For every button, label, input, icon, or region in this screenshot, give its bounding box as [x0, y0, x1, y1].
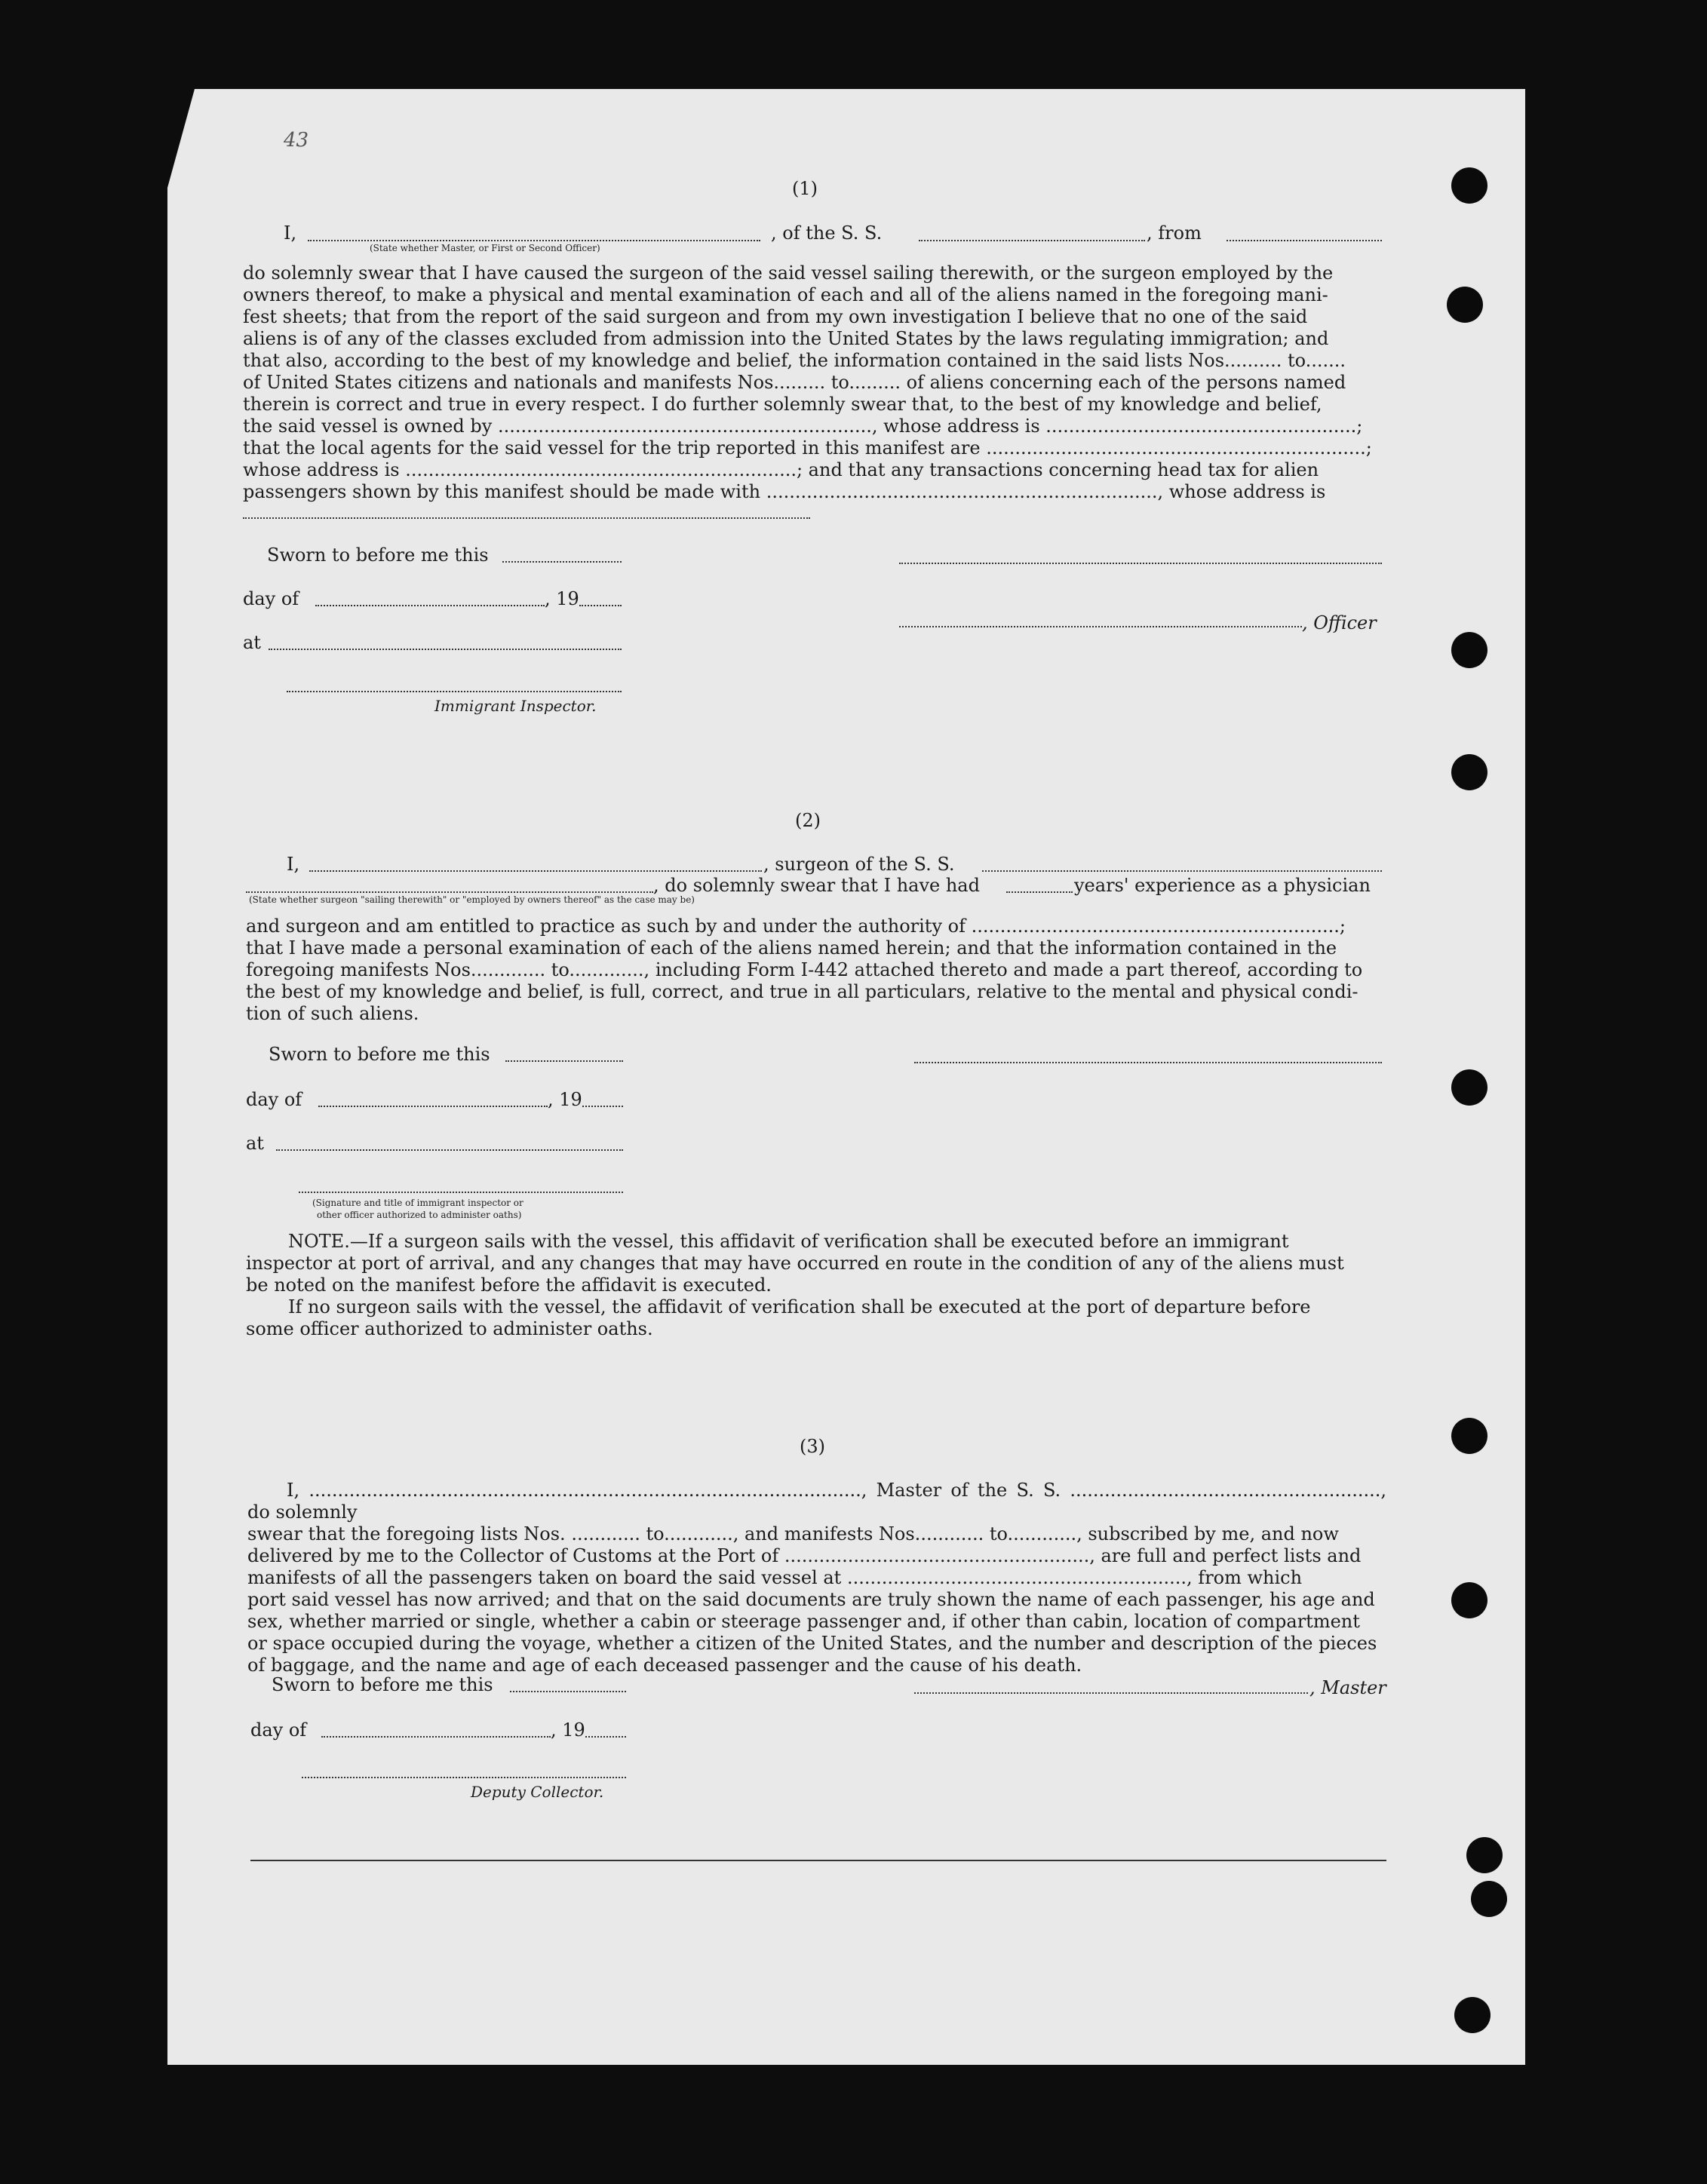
section-heading: (3) — [800, 1436, 825, 1457]
years-label: years' experience as a physician — [1074, 875, 1371, 896]
bottom-rule — [250, 1860, 1386, 1861]
day-of-label: day of — [243, 588, 299, 609]
officer-line[interactable] — [899, 626, 1302, 627]
collector-caption: Deputy Collector. — [471, 1783, 604, 1801]
blank-field[interactable] — [269, 649, 622, 650]
officer-caption: , Officer — [1302, 612, 1377, 633]
at-label: at — [246, 1133, 264, 1154]
blank-field[interactable] — [585, 1736, 626, 1738]
binder-hole — [1451, 167, 1487, 204]
blank-field[interactable] — [982, 870, 1382, 872]
blank-field[interactable] — [243, 517, 810, 519]
signature-caption: (Signature and title of immigrant inspector or — [312, 1198, 523, 1208]
signature-line[interactable] — [302, 1777, 626, 1778]
section-heading: (2) — [795, 810, 821, 831]
oath-text: do solemnly swear that I have caused the surgeon of the said vessel sailing therewith, or the surgeon employed by the owners thereof, to make a physical and mental examination of each and all of the aliens named in the foregoing mani- fest sheets; that from the report of the said surgeon and from my own investigation I believe that no one of the said aliens is of any of the classes excluded from admission into the United States by the laws regulating immigration; and that also, according to the best of my knowledge and belief, the information contained in the said lists Nos.......... to....... of United States citizens and nationals and manifests Nos......... to......... of aliens concerning each of the persons named therein is correct and true in every respect. I do further solemnly swear that, to the best of my knowledge and belief, the said vessel is owned by ................................................................., whose address is ......................................................; that the local agents for the said vessel for the trip reported in this manifest are ..................................................................; whose address is ....................................................................; and that any transactions concerning head tax for alien passengers shown by this manifest should be made with ...................................................................., whose address is — [243, 262, 1372, 502]
oath-i: I, — [287, 854, 300, 875]
binder-hole — [1471, 1881, 1507, 1917]
day-of-label: day of — [246, 1089, 302, 1110]
from-label: , from — [1147, 222, 1202, 244]
binder-hole — [1447, 287, 1483, 323]
page-number: 43 — [284, 129, 309, 152]
note-text: NOTE.—If a surgeon sails with the vessel, this affidavit of verification shall be executed before an immigrant inspector at port of arrival, and any changes that may have occurred en route in the condition of any of the aliens must be noted on the manifest before the affidavit is executed. If no surgeon sails with the vessel, the affidavit of verification shall be executed at the port of departure before some officer authorized to administer oaths. — [246, 1231, 1344, 1339]
blank-field[interactable] — [919, 240, 1145, 241]
binder-hole — [1451, 754, 1487, 790]
field-caption: (State whether Master, or First or Second Officer) — [370, 243, 600, 253]
signature-line[interactable] — [914, 1062, 1382, 1063]
blank-field[interactable] — [502, 561, 622, 563]
blank-field[interactable] — [321, 1736, 551, 1738]
field-caption: (State whether surgeon "sailing therewith" or "employed by owners thereof" as the case may be) — [249, 894, 695, 905]
inspector-caption: Immigrant Inspector. — [434, 697, 597, 715]
oath-i: I, — [284, 222, 297, 244]
binder-hole — [1454, 1997, 1491, 2033]
note-label: NOTE. — [288, 1231, 350, 1252]
blank-field[interactable] — [1006, 891, 1073, 893]
blank-field[interactable] — [308, 240, 760, 241]
blank-field[interactable] — [246, 891, 653, 893]
master-signature-line[interactable] — [914, 1692, 1308, 1694]
blank-field[interactable] — [505, 1060, 623, 1062]
signature-line[interactable] — [287, 691, 622, 692]
binder-hole — [1466, 1837, 1503, 1873]
day-of-label: day of — [250, 1719, 307, 1741]
master-caption: , Master — [1309, 1677, 1386, 1698]
blank-field[interactable] — [510, 1691, 626, 1692]
at-label: at — [243, 632, 261, 653]
vessel-label: , of the S. S. — [771, 222, 883, 244]
signature-line[interactable] — [299, 1192, 623, 1193]
signature-caption: other officer authorized to administer oaths) — [317, 1210, 522, 1220]
blank-field[interactable] — [579, 605, 622, 606]
sworn-label: Sworn to before me this — [269, 1044, 490, 1065]
year-label: , 19 — [548, 1089, 582, 1110]
blank-field[interactable] — [1227, 240, 1382, 241]
blank-field[interactable] — [309, 870, 762, 872]
year-label: , 19 — [545, 588, 579, 609]
section-heading: (1) — [792, 178, 818, 199]
blank-field[interactable] — [318, 1106, 548, 1107]
blank-field[interactable] — [315, 605, 545, 606]
surgeon-oath-text: and surgeon and am entitled to practice as such by and under the authority of ................................................................; that I have made a personal examination of each of the aliens named herein; and that the information contained in the foregoing manifests Nos............. to............., including Form I-442 attached thereto and made a part thereof, according to the best of my knowledge and belief, is full, correct, and true in all particulars, relative to the mental and physical condi- tion of such aliens. — [246, 916, 1363, 1024]
sworn-label: Sworn to before me this — [267, 544, 489, 566]
officer-line[interactable] — [899, 563, 1382, 564]
binder-hole — [1451, 1069, 1487, 1106]
master-oath-text: I, ................................................................................................, Master of the S. S. ......................................................, do solemnly swear that the foregoing lists Nos. ............ to............, and manifests Nos............ to............, subscribed by me, and now delivered by me to the Collector of Customs at the Port of ....................................................., are full and perfect lists and manifests of all the passengers taken on board the said vessel at ..........................................................., from which port said vessel has now arrived; and that on the said documents are truly shown the name of each passenger, his age and sex, whether married or single, whether a cabin or steerage passenger and, if other than cabin, location of compartment or space occupied during the voyage, whether a citizen of the United States, and the number and description of the pieces of baggage, and the name and age of each deceased passenger and the cause of his death. — [247, 1480, 1386, 1676]
binder-hole — [1451, 632, 1487, 668]
binder-hole — [1451, 1582, 1487, 1618]
sworn-label: Sworn to before me this — [272, 1674, 493, 1695]
year-label: , 19 — [551, 1719, 585, 1741]
surgeon-label: , surgeon of the S. S. — [763, 854, 955, 875]
binder-hole — [1451, 1418, 1487, 1454]
swear-label: , do solemnly swear that I have had — [653, 875, 980, 896]
blank-field[interactable] — [276, 1149, 623, 1151]
blank-field[interactable] — [582, 1106, 623, 1107]
